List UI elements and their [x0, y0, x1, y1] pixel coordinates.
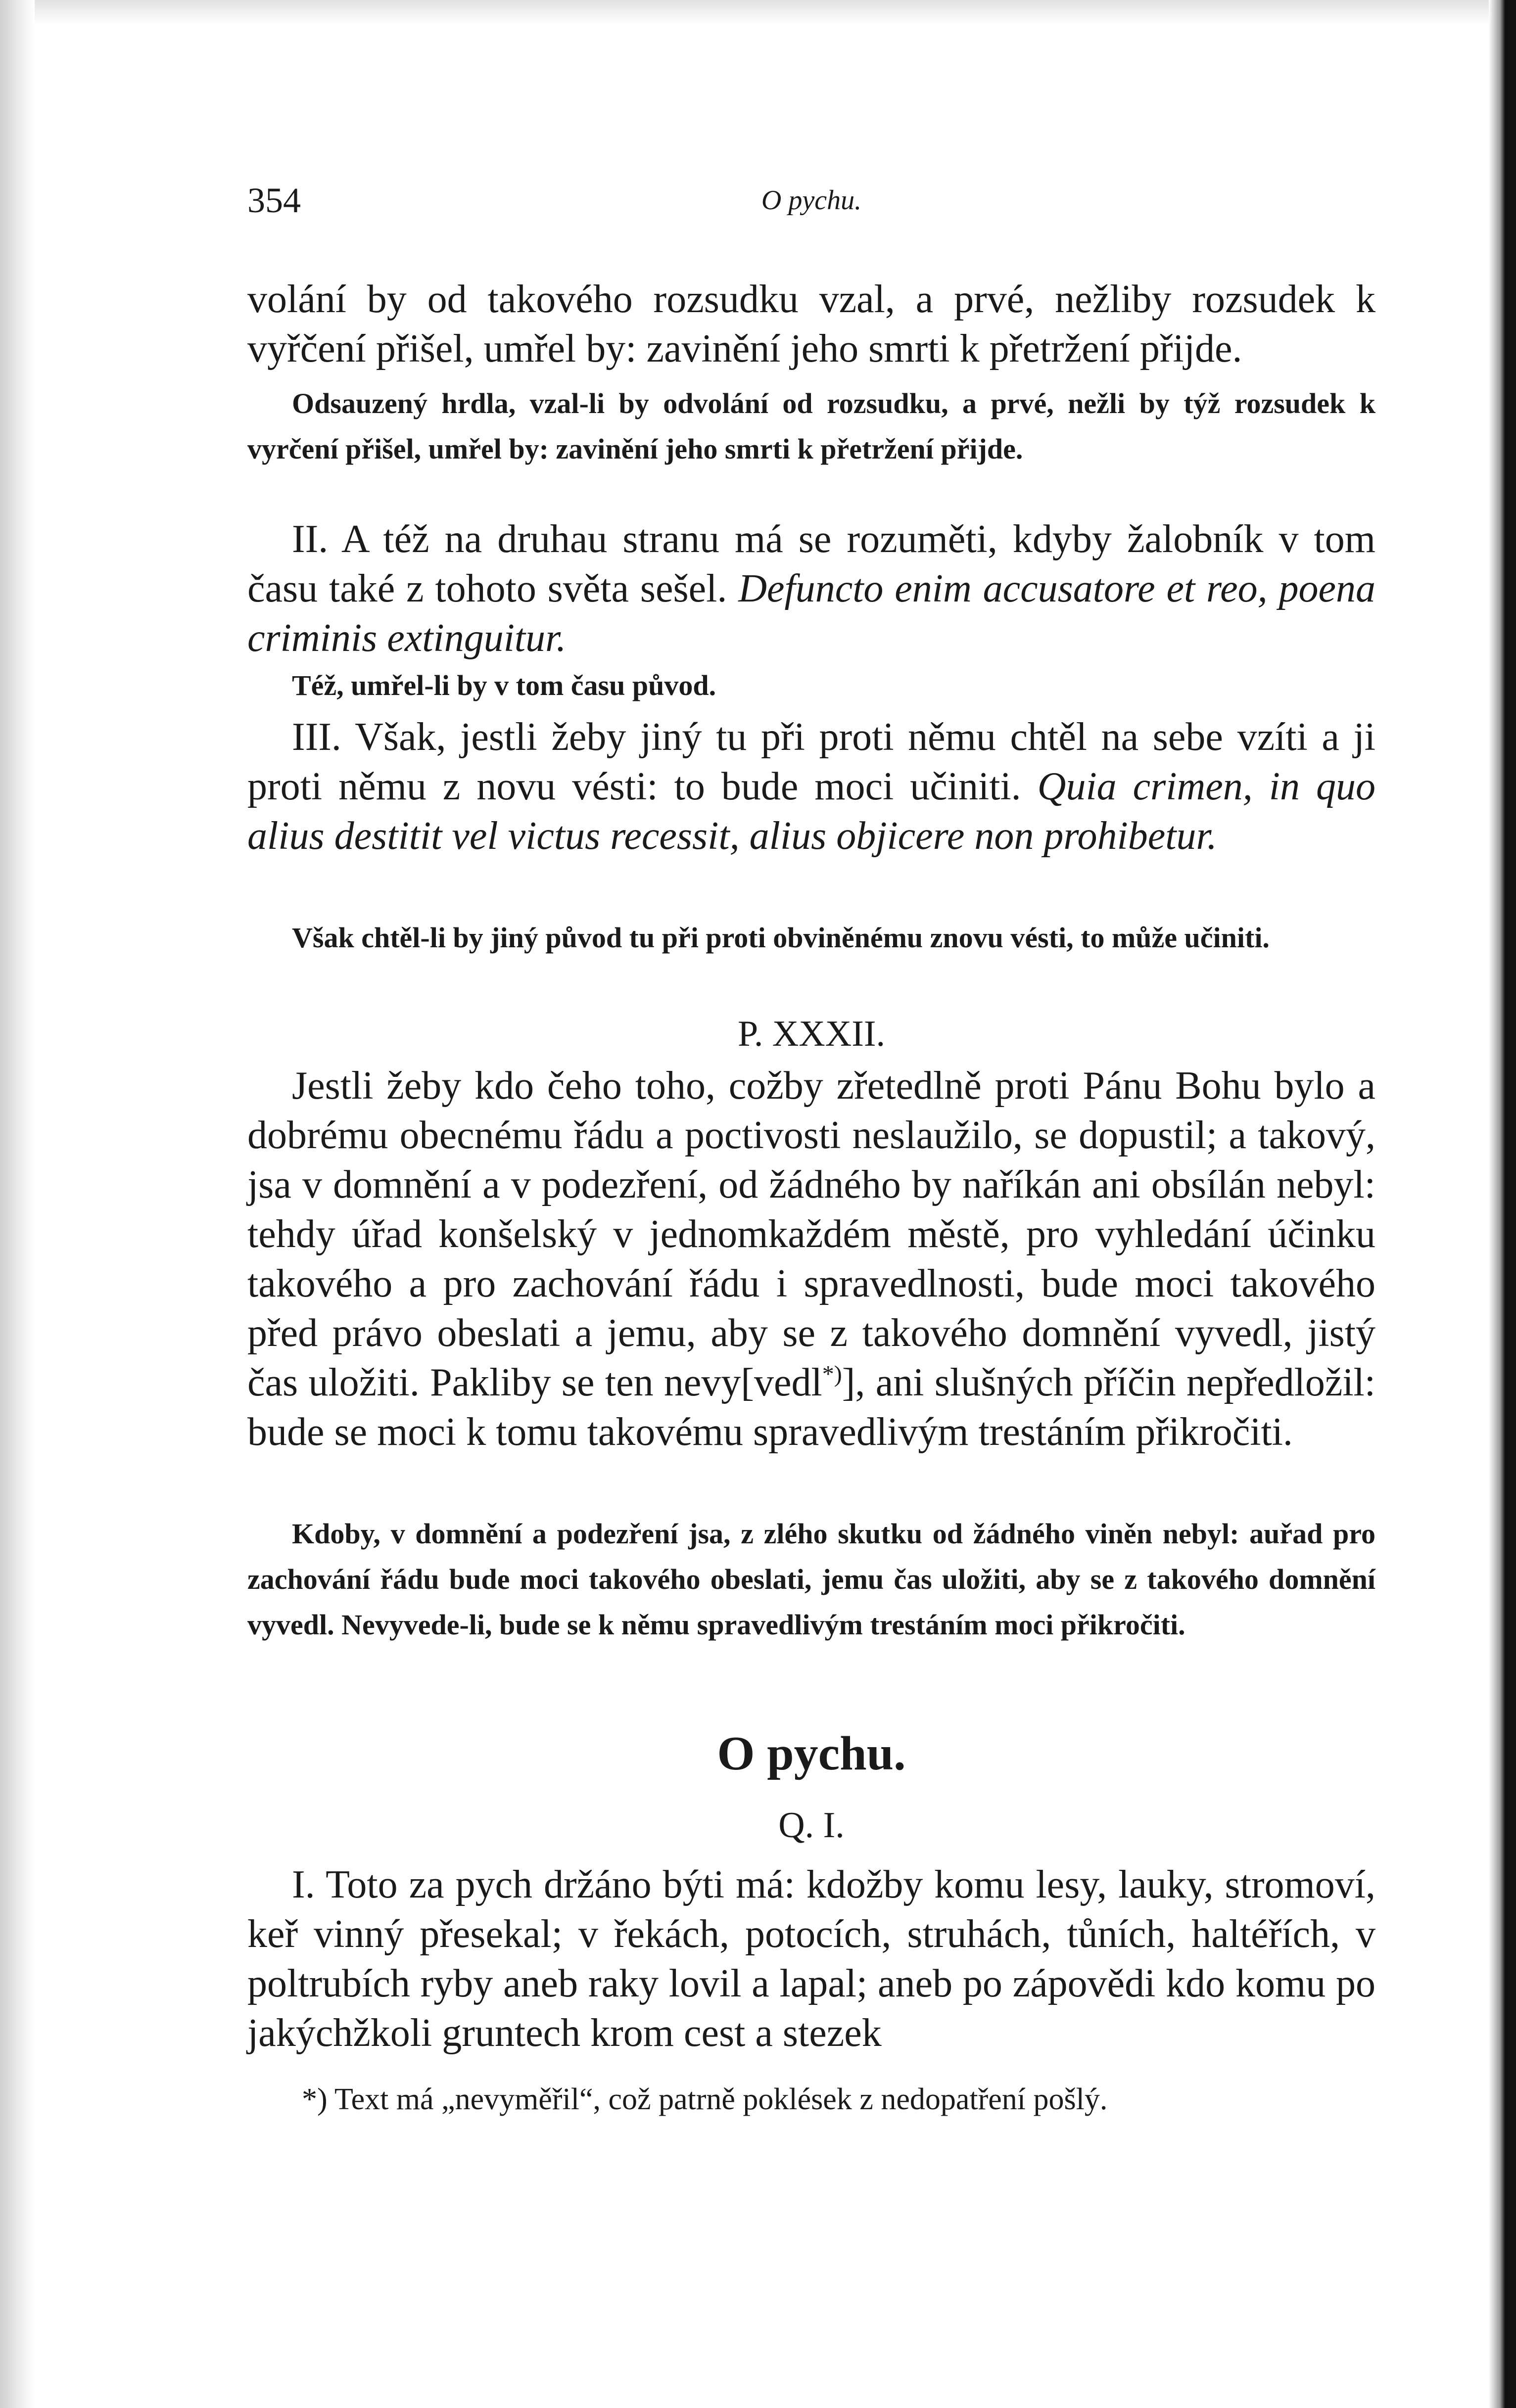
note-section-3 — [247, 915, 1375, 961]
paragraph-article-p32 — [247, 1061, 1375, 1457]
page-edge-right — [1489, 0, 1516, 2408]
article-heading-p32: P. XXXII. — [737, 1014, 886, 1054]
chapter-title: O pychu. — [717, 1727, 906, 1780]
paragraph-chapter-section-1 — [247, 1860, 1375, 2058]
section-3-text: III. Však, jestli žeby jiný tu při proti němu chtěl na sebe vzíti a ji proti němu z novu vésti: to bude moci učiniti. — [247, 715, 1375, 808]
footnote — [247, 2077, 1375, 2122]
note-continuation-text: Odsauzený hrdla, vzal-li by odvolání od rozsudku, a prvé, nežli by týž rozsudek k vyrčení přišel, umřel by: zavinění jeho smrti k přetržení přijde. — [247, 387, 1375, 465]
note-continuation — [247, 381, 1375, 472]
footnote-reference: *) — [822, 1361, 842, 1388]
running-title: O pychu. — [761, 185, 862, 216]
article-p32-text-after: ], ani slušných příčin nepředložil: bude se moci k tomu takovému spravedlivým trestáním přikročiti. — [247, 1361, 1376, 1454]
paragraph-section-3 — [247, 712, 1375, 861]
section-3-latin: Quia crimen, in quo alius destitit vel victus recessit, alius objicere non prohibetur. — [247, 765, 1376, 858]
chapter-article-heading: Q. I. — [778, 1805, 845, 1846]
paragraph-continuation — [247, 275, 1375, 373]
article-p32-note-text: Kdoby, v domnění a podezření jsa, z zlého skutku od žádného viněn nebyl: auřad pro zachování řádu bude moci takového obeslati, jemu čas uložiti, aby se z takového domnění vyvedl. Nevyvede-li, bude se k němu spravedlivým trestáním moci přikročiti. — [247, 1518, 1375, 1641]
section-2-note-text: Též, umřel-li by v tom času původ. — [292, 669, 716, 701]
section-3-note-text: Však chtěl-li by jiný původ tu při proti obviněnému znovu vésti, to může učiniti. — [292, 922, 1270, 954]
page-edge-top — [0, 0, 1516, 25]
chapter-section-1-text: I. Toto za pych držáno býti má: kdožby komu lesy, lauky, stromoví, keř vinný přesekal; v řekách, potocích, struhách, tůních, haltéřích, v poltrubích ryby aneb raky lovil a lapal; aneb po zápovědi kdo komu po jakýchžkoli gruntech krom cest a stezek — [247, 1863, 1375, 2055]
paragraph-continuation-text: volání by od takového rozsudku vzal, a prvé, nežliby rozsudek k vyřčení přišel, umřel by: zavinění jeho smrti k přetržení přijde. — [247, 278, 1375, 370]
article-p32-text-before: Jestli žeby kdo čeho toho, cožby zřetedlně proti Pánu Bohu bylo a dobrému obecnému řádu a poctivosti neslaužilo, se dopustil; a takový, jsa v domnění a v podezření, od žádného by naříkán ani obsílán nebyl: tehdy úřad konšelský v jednomkaždém městě, pro vyhledání účinku takového a pro zachování řádu i spravedlnosti, bude moci takového před právo obeslati a jemu, aby se z takového domnění vyvedl, jistý čas uložiti. Pakliby se ten nevy[vedl — [247, 1064, 1375, 1404]
page-edge-left — [0, 0, 35, 2408]
note-article-p32 — [247, 1511, 1375, 1648]
page-header — [247, 176, 1375, 225]
note-section-2 — [247, 663, 1375, 708]
footnote-text: Text má „nevyměřil“, což patrně poklések z nedopatření pošlý. — [334, 2083, 1108, 2116]
section-2-latin: Defuncto enim accusatore et reo, poena criminis extinguitur. — [247, 567, 1376, 660]
section-2-text: II. A též na druhau stranu má se rozuměti, kdyby žalobník v tom času také z tohoto světa sešel. — [247, 517, 1375, 610]
paragraph-section-2 — [247, 514, 1375, 663]
footnote-marker: *) — [302, 2083, 328, 2116]
page-number: 354 — [247, 181, 301, 220]
